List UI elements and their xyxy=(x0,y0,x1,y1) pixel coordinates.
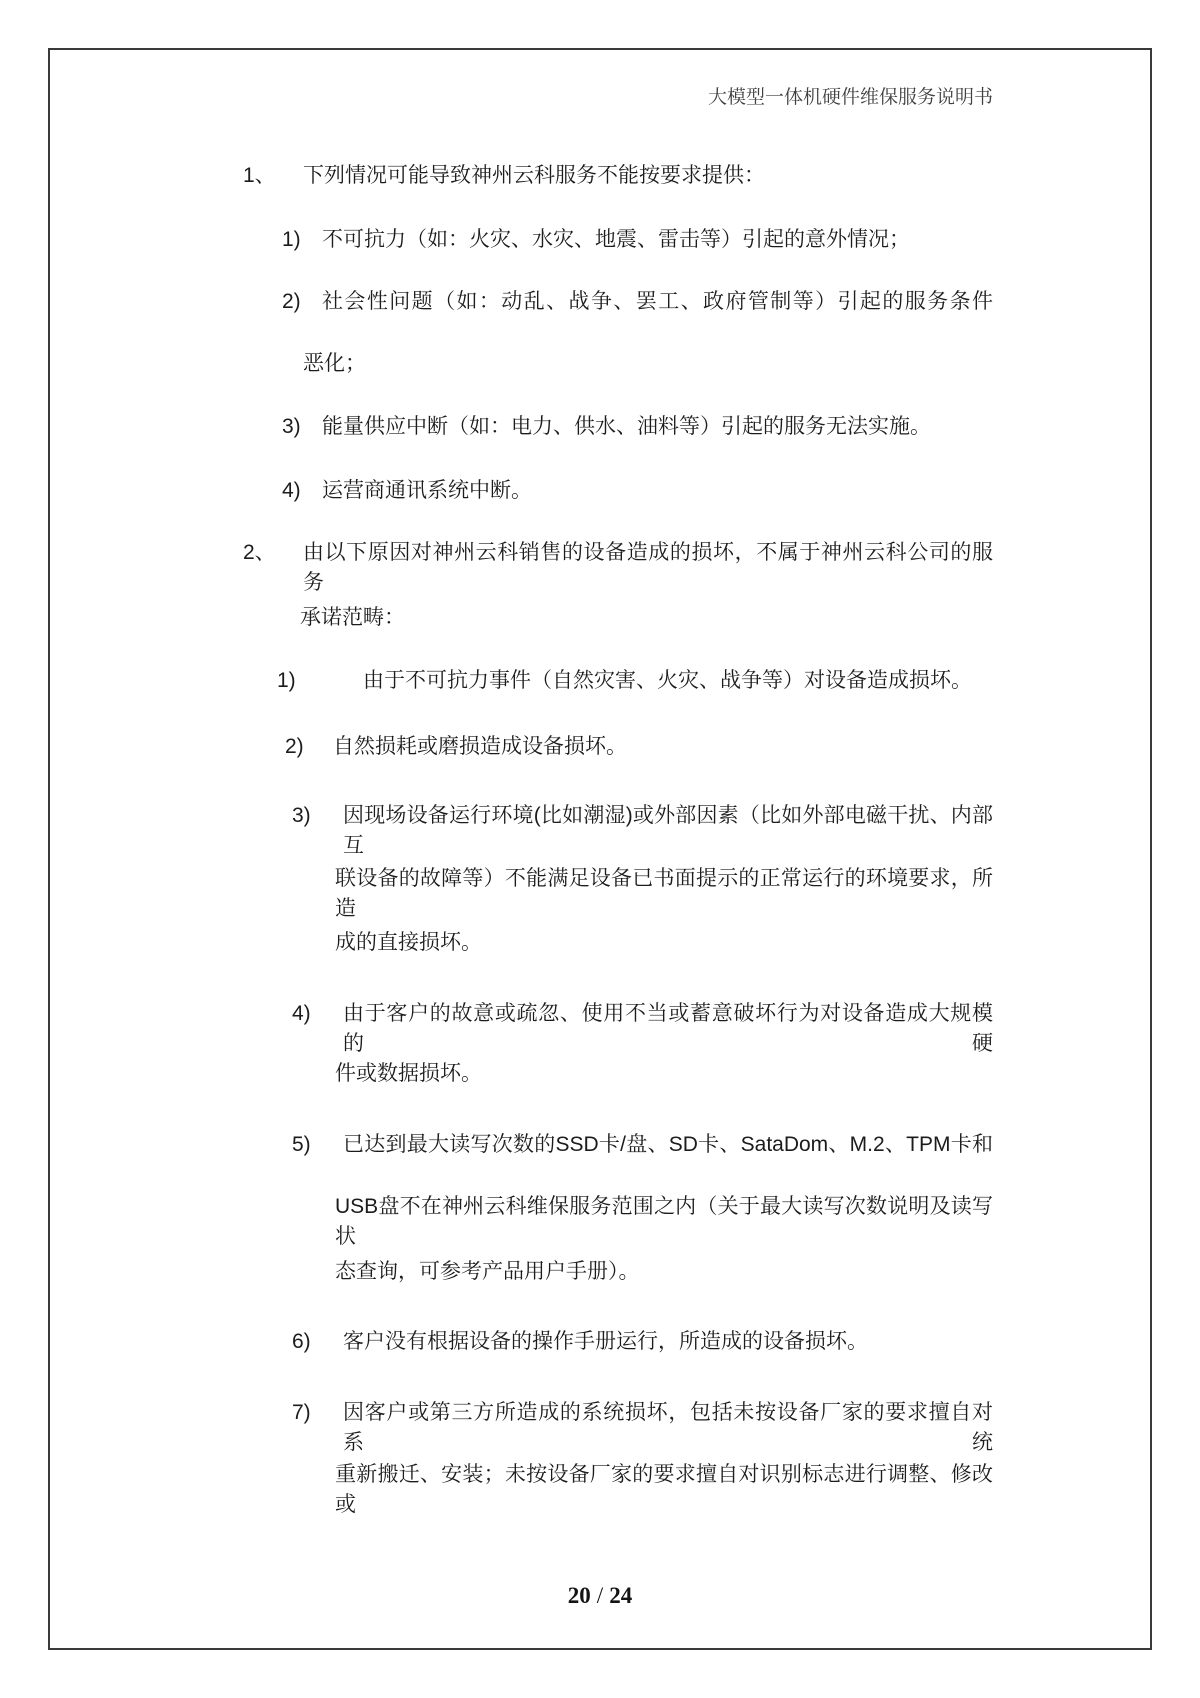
item-number: 4) xyxy=(282,479,301,502)
item-text-line: 已达到最大读写次数的SSD卡/盘、SD卡、SataDom、M.2、TPM卡和 xyxy=(343,1133,993,1156)
item-number: 1) xyxy=(282,228,301,251)
page-total: 24 xyxy=(609,1583,633,1608)
item-number: 1) xyxy=(277,669,296,692)
section-title-line: 由以下原因对神州云科销售的设备造成的损坏，不属于神州云科公司的服务 xyxy=(303,541,993,594)
item-text-line: 由于客户的故意或疏忽、使用不当或蓄意破坏行为对设备造成大规模的硬 xyxy=(343,1002,993,1055)
item-text-line: 成的直接损坏。 xyxy=(335,931,482,954)
section-number: 1、 xyxy=(243,164,276,187)
header-title: 大模型一体机硬件维保服务说明书 xyxy=(707,87,993,108)
item-text-line: 态查询，可参考产品用户手册）。 xyxy=(335,1260,640,1283)
page-separator: / xyxy=(596,1583,604,1608)
item-number: 7) xyxy=(292,1401,311,1424)
item-text-line: 恶化； xyxy=(303,352,366,375)
item-text-line: 重新搬迁、安装；未按设备厂家的要求擅自对识别标志进行调整、修改或 xyxy=(335,1463,993,1516)
item-text-line: 能量供应中断（如：电力、供水、油料等）引起的服务无法实施。 xyxy=(322,415,931,438)
item-number: 2) xyxy=(285,735,304,758)
section-title-line: 承诺范畴： xyxy=(300,606,405,629)
item-text-line: 联设备的故障等）不能满足设备已书面提示的正常运行的环境要求，所造 xyxy=(335,867,993,920)
item-number: 3) xyxy=(282,415,301,438)
item-text-line: 自然损耗或磨损造成设备损坏。 xyxy=(333,735,627,758)
page-number xyxy=(0,1583,1200,1609)
section-number: 2、 xyxy=(243,541,276,564)
item-number: 3) xyxy=(292,804,311,827)
section-title-line: 下列情况可能导致神州云科服务不能按要求提供： xyxy=(303,164,765,187)
item-text-line: 不可抗力（如：火灾、水灾、地震、雷击等）引起的意外情况； xyxy=(322,228,910,251)
item-number: 4) xyxy=(292,1002,311,1025)
item-text-line: 因客户或第三方所造成的系统损坏，包括未按设备厂家的要求擅自对系统 xyxy=(343,1401,993,1454)
item-text-line: USB盘不在神州云科维保服务范围之内（关于最大读写次数说明及读写状 xyxy=(335,1195,993,1248)
item-text-line: 运营商通讯系统中断。 xyxy=(322,479,532,502)
item-text-line: 由于不可抗力事件（自然灾害、火灾、战争等）对设备造成损坏。 xyxy=(363,669,972,692)
item-number: 2) xyxy=(282,290,301,313)
item-text-line: 社会性问题（如：动乱、战争、罢工、政府管制等）引起的服务条件 xyxy=(322,290,993,313)
item-text-line: 件或数据损坏。 xyxy=(335,1062,482,1085)
item-text-line: 因现场设备运行环境(比如潮湿)或外部因素（比如外部电磁干扰、内部互 xyxy=(343,804,993,857)
page-current: 20 xyxy=(567,1583,591,1608)
item-number: 6) xyxy=(292,1330,311,1353)
item-number: 5) xyxy=(292,1133,311,1156)
item-text-line: 客户没有根据设备的操作手册运行，所造成的设备损坏。 xyxy=(343,1330,868,1353)
